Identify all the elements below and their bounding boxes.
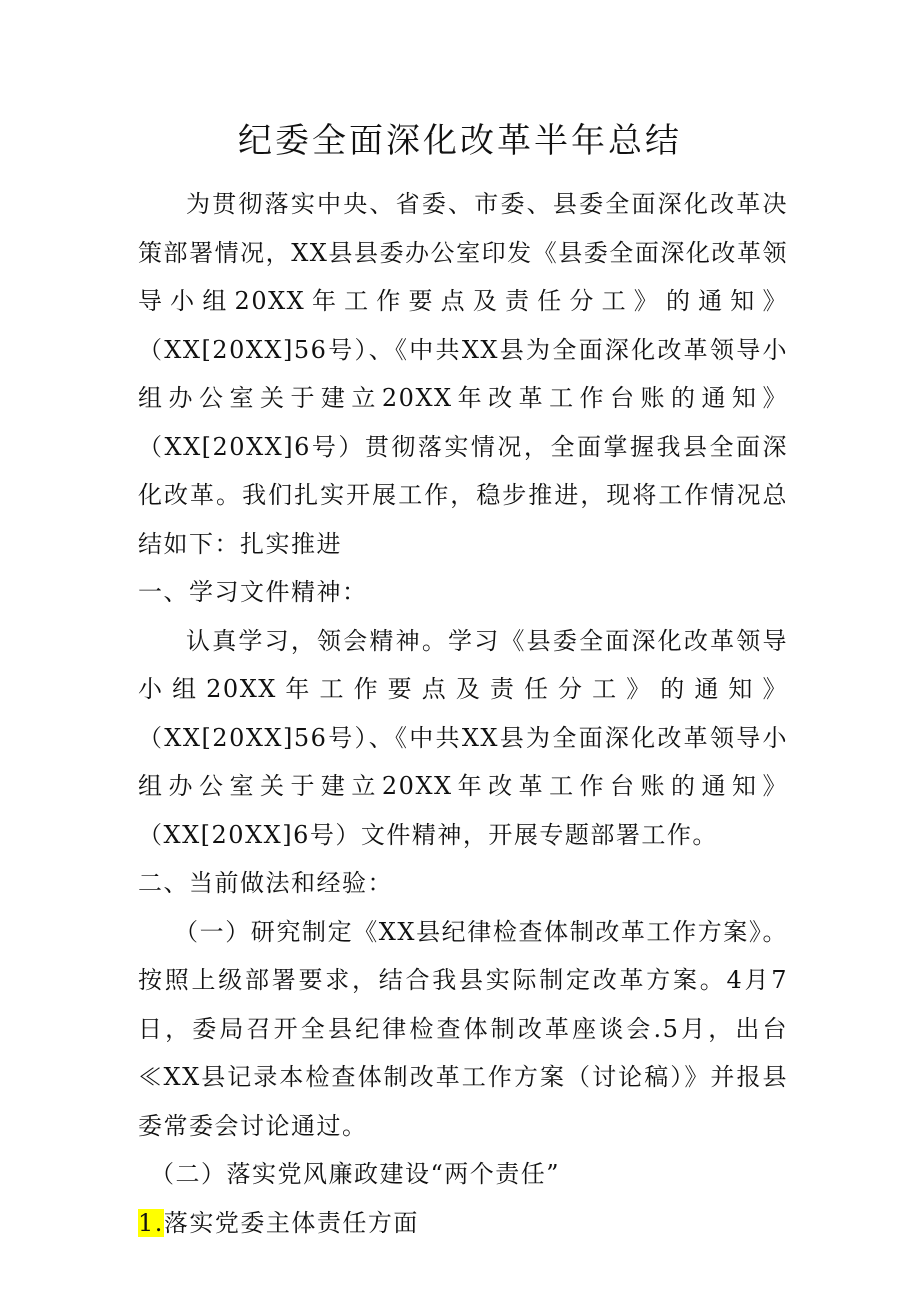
subsection-2-heading: （二）落实党风廉政建设“两个责任” — [150, 1160, 561, 1188]
list-item-text: 落实党委主体责任方面 — [163, 1208, 419, 1237]
section-1-heading: 一、学习文件精神： — [138, 578, 368, 606]
intro-paragraph: 为贯彻落实中央、省委、市委、县委全面深化改革决策部署情况，XX县县委办公室印发《县委全面深化改革领导小组20XX年工作要点及责任分工》的通知》（XX[20XX]56号）、《中共XX县为全面深化改革领导小组办公室关于建立20XX年改革工作台账的通知》（XX[20XX]6号）贯彻落实情况，全面掌握我县全面深化改革。我们扎实开展工作，稳步推进，现将工作情况总结如下：扎实推进 — [138, 190, 788, 558]
subsection-1-paragraph: （一）研究制定《XX县纪律检查体制改革工作方案》。按照上级部署要求，结合我县实际制定改革方案。4月7日，委局召开全县纪律检查体制改革座谈会.5月，出台≪XX县记录本检查体制改革工作方案（讨论稿）》并报县委常委会讨论通过。 — [138, 917, 788, 1140]
section-1-paragraph: 认真学习，领会精神。学习《县委全面深化改革领导小组20XX年工作要点及责任分工》的通知》（XX[20XX]56号）、《中共XX县为全面深化改革领导小组办公室关于建立20XX年改革工作台账的通知》（XX[20XX]6号）文件精神，开展专题部署工作。 — [138, 626, 788, 849]
document-body — [138, 180, 788, 1247]
list-item-1 — [138, 1199, 788, 1248]
document-title: 纪委全面深化改革半年总结 — [238, 121, 682, 161]
section-2-heading: 二、当前做法和经验： — [138, 869, 393, 897]
list-item-number: 1. — [138, 1208, 164, 1237]
